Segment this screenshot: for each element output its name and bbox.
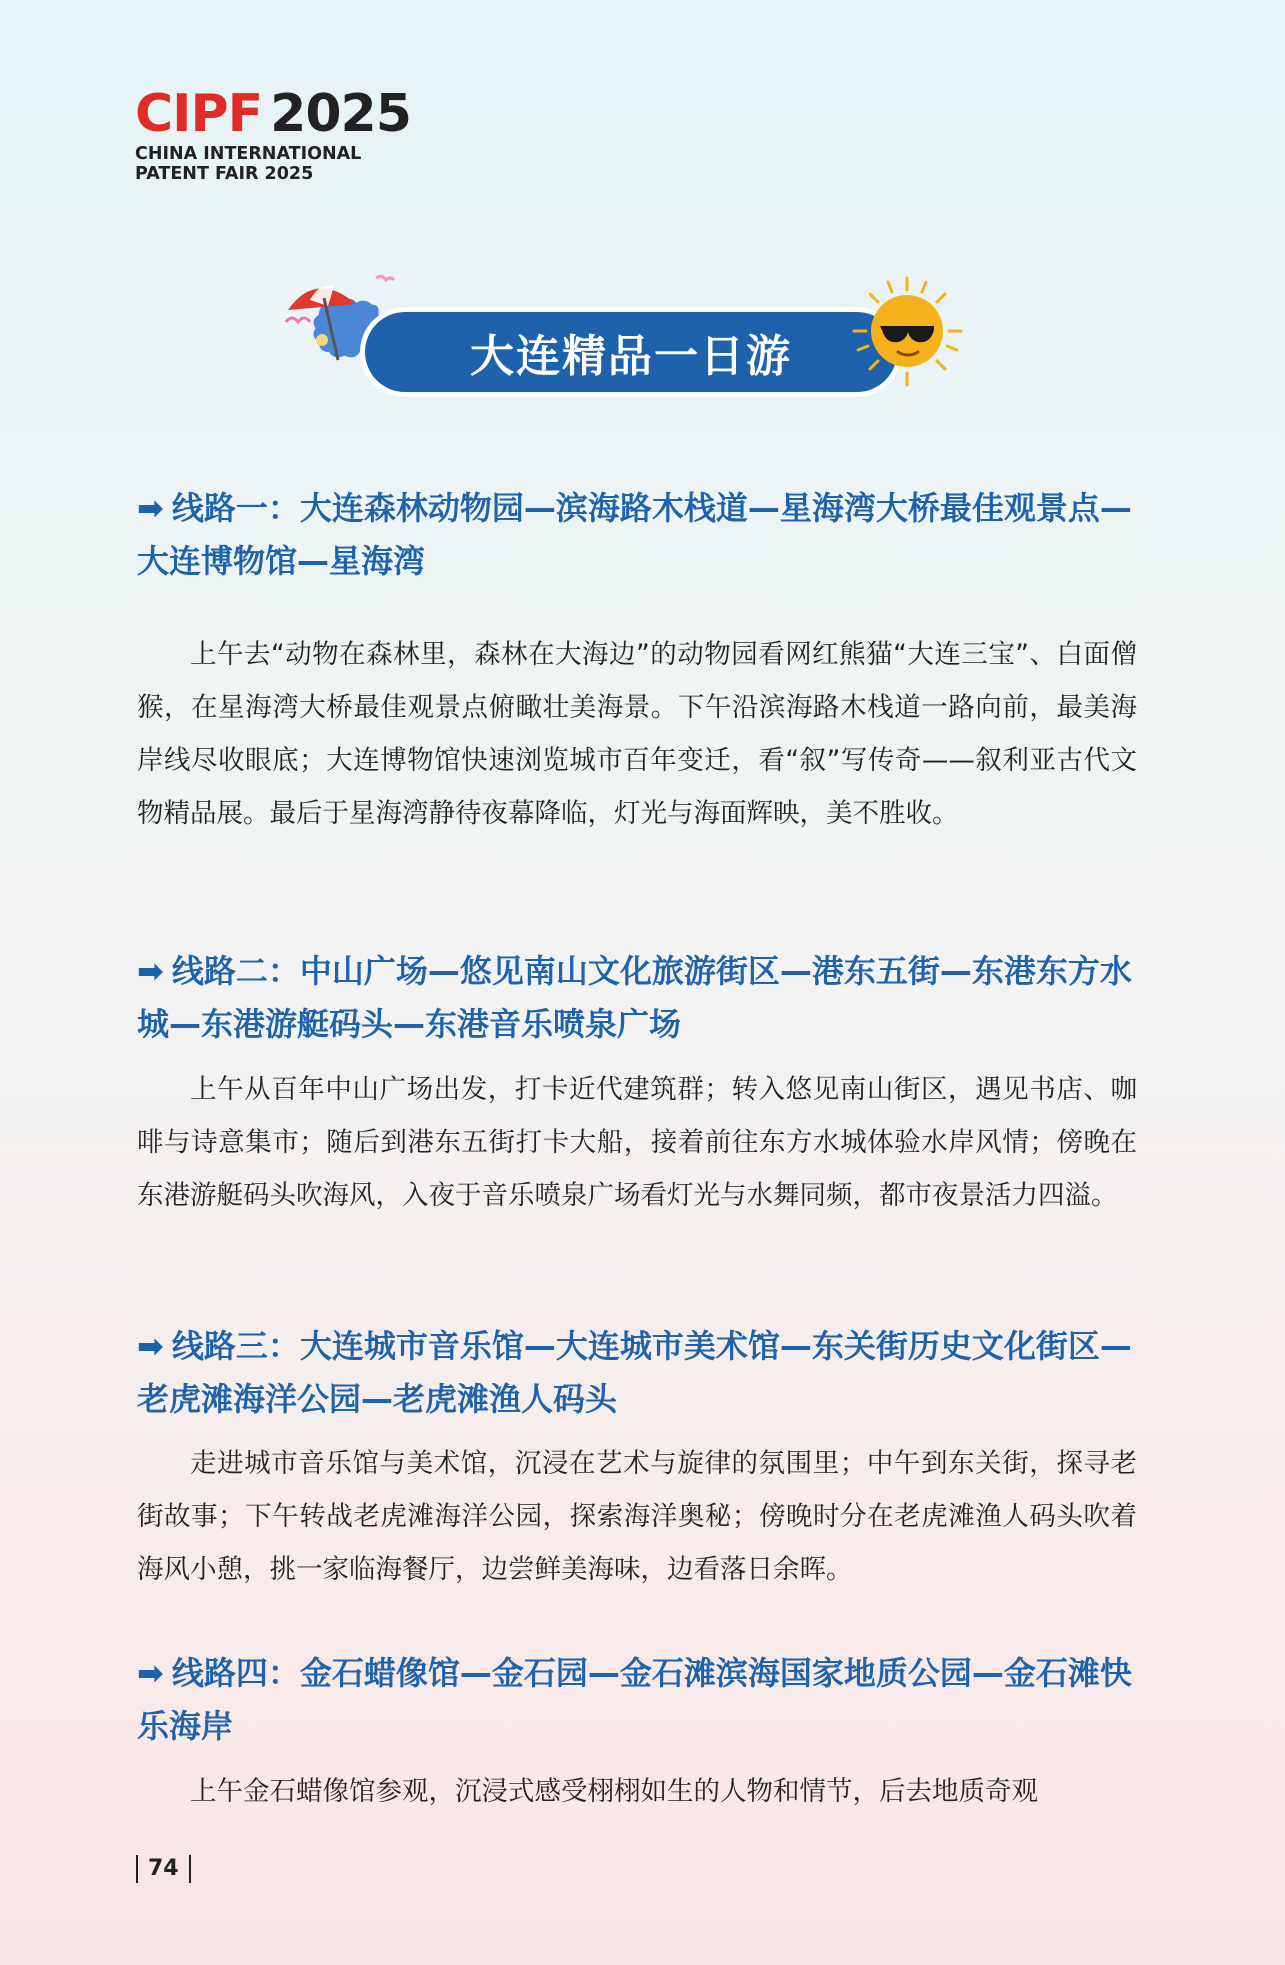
route-4-title [137, 1647, 1137, 1753]
title-banner [280, 270, 970, 410]
route-1-title [137, 482, 1137, 588]
route-3-title-text: 线路三：大连城市音乐馆—大连城市美术馆—东关街历史文化街区—老虎滩海洋公园—老虎滩渔人码头 [137, 1327, 1132, 1418]
route-3-title [137, 1320, 1137, 1426]
cipf-logo [135, 84, 411, 184]
banner-title: 大连精品一日游 [365, 312, 897, 392]
logo-year: 2025 [270, 84, 411, 144]
arrow-right-icon: ➡ [137, 952, 164, 990]
route-4-description: 上午金石蜡像馆参观，沉浸式感受栩栩如生的人物和情节，后去地质奇观 [190, 1776, 1038, 1807]
route-2-title-text: 线路二：中山广场—悠见南山文化旅游街区—港东五街—东港东方水城—东港游艇码头—东港音乐喷泉广场 [137, 952, 1132, 1043]
logo-subtitle-line1: CHINA INTERNATIONAL [135, 144, 362, 164]
sun-with-sunglasses-icon [850, 274, 965, 389]
logo-subtitle-line2: PATENT FAIR 2025 [135, 164, 314, 184]
route-2-title [137, 945, 1137, 1051]
route-1-description: 上午去“动物在森林里，森林在大海边”的动物园看网红熊猫“大连三宝”、白面僧猴，在星海湾大桥最佳观景点俯瞰壮美海景。下午沿滨海路木栈道一路向前，最美海岸线尽收眼底；大连博物馆快速浏览城市百年变迁，看“叙”写传奇——叙利亚古代文物精品展。最后于星海湾静待夜幕降临，灯光与海面辉映，美不胜收。 [137, 639, 1137, 829]
arrow-right-icon: ➡ [137, 489, 164, 527]
route-4-title-text: 线路四：金石蜡像馆—金石园—金石滩滨海国家地质公园—金石滩快乐海岸 [137, 1654, 1132, 1745]
arrow-right-icon: ➡ [137, 1327, 164, 1365]
route-3-description: 走进城市音乐馆与美术馆，沉浸在艺术与旋律的氛围里；中午到东关街，探寻老街故事；下午转战老虎滩海洋公园，探索海洋奥秘；傍晚时分在老虎滩渔人码头吹着海风小憩，挑一家临海餐厅，边尝鲜美海味，边看落日余晖。 [137, 1448, 1137, 1585]
route-2-description: 上午从百年中山广场出发，打卡近代建筑群；转入悠见南山街区，遇见书店、咖啡与诗意集市；随后到港东五街打卡大船，接着前往东方水城体验水岸风情；傍晚在东港游艇码头吹海风，入夜于音乐喷泉广场看灯光与水舞同频，都市夜景活力四溢。 [137, 1074, 1137, 1211]
logo-wordmark [135, 84, 411, 144]
page-number: 74 [136, 1855, 191, 1883]
route-1-title-text: 线路一：大连森林动物园—滨海路木栈道—星海湾大桥最佳观景点—大连博物馆—星海湾 [137, 489, 1132, 580]
arrow-right-icon: ➡ [137, 1654, 164, 1692]
logo-cipf: CIPF [135, 84, 263, 144]
